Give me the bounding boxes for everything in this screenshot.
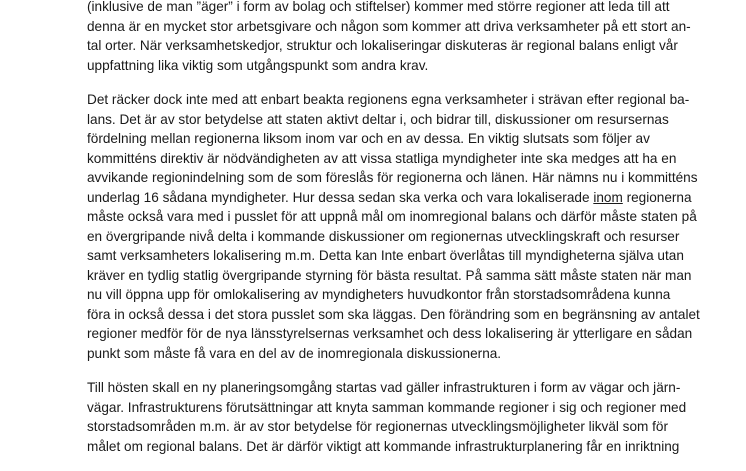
text-line: samt verksamheters lokalisering m.m. Detta kan Inte enbart överlåtas till myndigheterna själva utan bbox=[87, 248, 684, 263]
text-line: denna är en mycket stor arbetsgivare och någon som kommer att driva verksamheter på ett stort an- bbox=[87, 18, 691, 34]
text-line: vägar. Infrastrukturens förutsättningar att knyta samman kommande regioner i sig och regioner med bbox=[87, 399, 687, 415]
text-line: kräver en tydlig statlig övergripande styrning för bästa resultat. På samma sätt måste staten när man bbox=[87, 267, 692, 283]
text-segment: underlag 16 sådana myndigheter. Hur dessa sedan ska verka och vara lokaliserade bbox=[87, 189, 590, 205]
paragraph-3 bbox=[87, 378, 687, 456]
text-line: uppfattning lika viktig som utgångspunkt som andra krav. bbox=[87, 57, 429, 73]
text-line: måste också vara med i pusslet för att uppnå mål om inomregional balans och därför måste staten på bbox=[87, 209, 697, 224]
text-line: storstadsområden m.m. är av stor betydelse för regionernas utvecklingsmöjligheter likväl som för bbox=[87, 419, 668, 434]
text-line: tal orter. När verksamhetskedjor, struktur och lokaliseringar diskuteras är regional balans enligt vår bbox=[87, 38, 678, 53]
underlined-word: inom bbox=[593, 189, 623, 205]
paragraph-2 bbox=[87, 90, 700, 363]
text-line: fördelning mellan regionerna liksom inom var och en av dessa. En viktig slutsats som följer av bbox=[87, 131, 650, 146]
text-line: (inklusive de man ”äger” i form av bolag och stiftelser) kommer med större regioner att leda till att bbox=[87, 0, 670, 14]
text-line: målet om regional balans. Det är därför viktigt att kommande infrastrukturplanering får en inriktning bbox=[87, 438, 680, 454]
text-segment: regionerna bbox=[626, 189, 692, 205]
text-line: punkt som måste få vara en del av de inomregionala diskussionerna. bbox=[87, 345, 502, 361]
text-line: lans. Det är av stor betydelse att staten aktivt deltar i, och bidrar till, diskussioner om resursernas bbox=[87, 111, 669, 127]
text-line: Till hösten skall en ny planeringsomgång startas vad gäller infrastrukturen i form av vägar och järn- bbox=[87, 380, 681, 395]
document-body bbox=[87, 0, 700, 471]
paragraph-1 bbox=[87, 0, 691, 75]
text-line: föra in också dessa i det stora pusslet som ska läggas. Den förändring som en begränsning av antalet bbox=[87, 306, 700, 322]
text-line: nu vill öppna upp för omlokalisering av myndigheters huvudkontor från storstadsområdena kunna bbox=[87, 287, 671, 302]
text-line: kommitténs direktiv är nödvändigheten av att vissa statliga myndigheter inte ska medges att ha en bbox=[87, 150, 677, 166]
text-line-with-underline bbox=[87, 188, 692, 208]
text-line: avvikande regionindelning som de som föreslås för regionerna och länen. Här nämns nu i kommitténs bbox=[87, 170, 698, 185]
text-line: Det räcker dock inte med att enbart beakta regionens egna verksamheter i strävan efter regional ba- bbox=[87, 92, 690, 107]
text-line: regioner medför för de nya länsstyrelsernas verksamhet och dess lokalisering är ytterligare en sådan bbox=[87, 326, 693, 341]
text-line: en övergripande nivå delta i kommande diskussioner om regionernas utvecklingskraft och resurser bbox=[87, 228, 680, 244]
